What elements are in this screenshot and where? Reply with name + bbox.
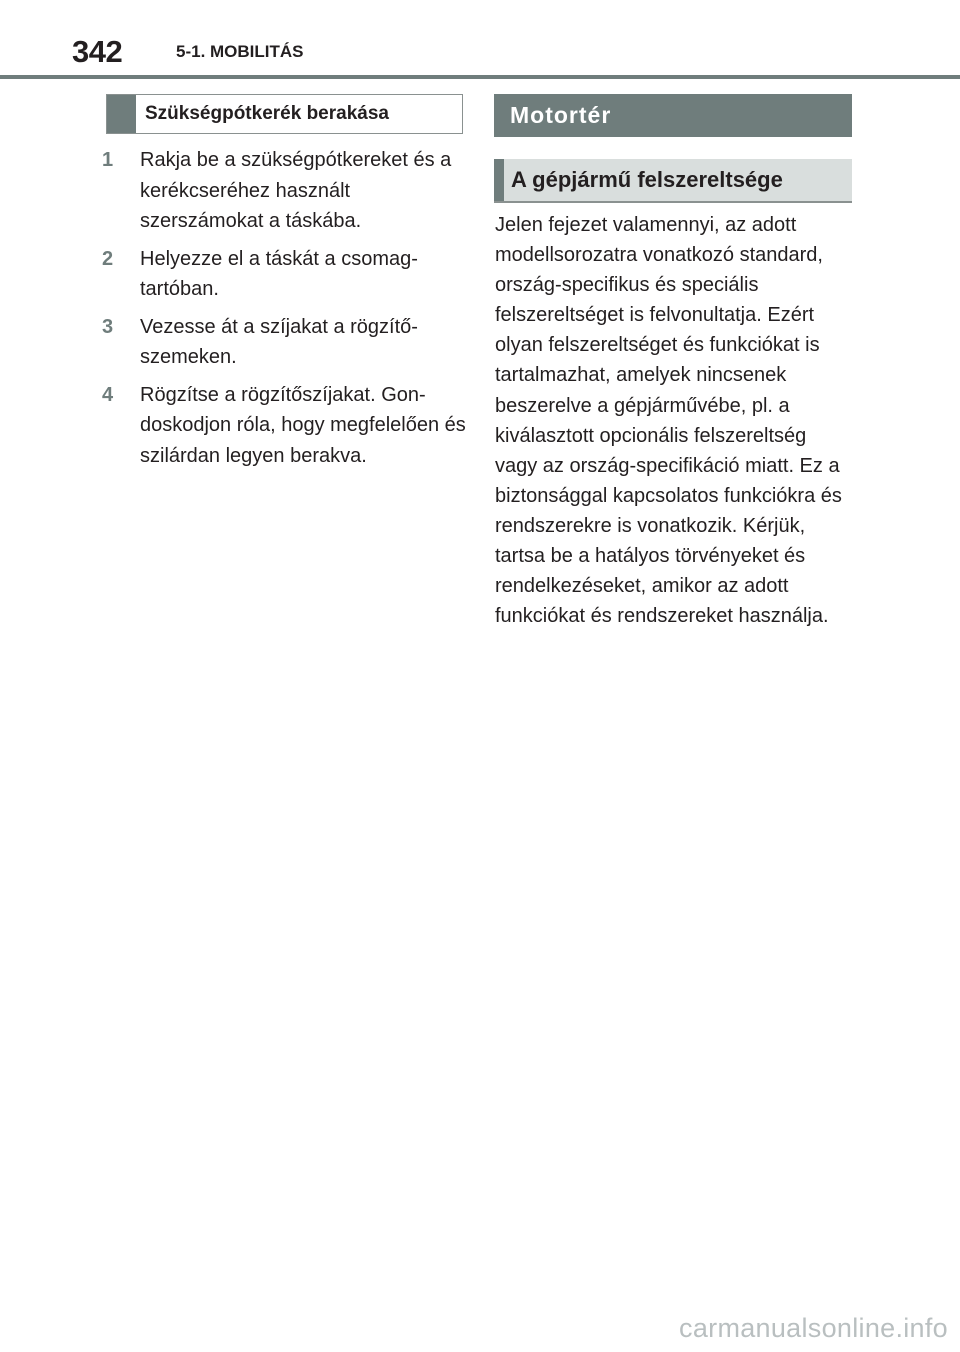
step-item bbox=[102, 312, 472, 373]
header-rule bbox=[0, 75, 960, 79]
step-item bbox=[102, 380, 472, 472]
section-title: Motortér bbox=[510, 102, 612, 128]
page-number: 342 bbox=[72, 34, 123, 69]
step-number: 1 bbox=[102, 149, 114, 171]
step-text: Vezesse át a szíjakat a rögzítőszemeken. bbox=[140, 315, 418, 368]
section-header bbox=[494, 94, 852, 137]
chapter-title: 5-1. MOBILITÁS bbox=[176, 42, 304, 61]
step-text: Rakja be a szükségpótkereket és a kerékcseréhez használt szerszámokat a táskába. bbox=[140, 149, 452, 232]
subheader-bar bbox=[107, 95, 136, 133]
sub-section-title: A gépjármű felszereltsége bbox=[511, 167, 783, 192]
step-number: 2 bbox=[102, 247, 114, 270]
steps-list bbox=[102, 145, 472, 478]
step-item bbox=[102, 145, 472, 237]
subheader-box bbox=[106, 94, 463, 134]
step-text: Rögzítse a rögzítőszíjakat. Gondoskodjon róla, hogy megfelelően és szilárdan legyen berakva. bbox=[140, 383, 466, 467]
step-item bbox=[102, 244, 472, 305]
subheader-title: Szükségpótkerék berakása bbox=[145, 103, 389, 124]
watermark: carmanualsonline.info bbox=[679, 1313, 948, 1343]
sub-section-bar bbox=[494, 159, 504, 201]
step-number: 4 bbox=[102, 383, 114, 406]
step-number: 3 bbox=[102, 315, 114, 338]
sub-section-header bbox=[494, 159, 852, 203]
body-paragraph: Jelen fejezet valamennyi, az adott modellsorozatra vonatkozó standard, ország-specifikus és speciális felszereltséget is felvonultatja. Ezért olyan felszereltséget és funkciókat is tartalmazhat, amelyek nincsenek beszerelve a gépjárművébe, pl. a kiválasztott opcionális felszereltség vagy az ország-specifikáció miatt. Ez a biztonsággal kapcsolatos funkciókra és rendszerekre is vonatkozik. Kérjük, tartsa be a hatályos törvényeket és rendelkezéseket, amikor az adott funkciókat és rendszereket használja. bbox=[495, 214, 842, 628]
step-text: Helyezze el a táskát a csomagtartóban. bbox=[140, 247, 418, 300]
